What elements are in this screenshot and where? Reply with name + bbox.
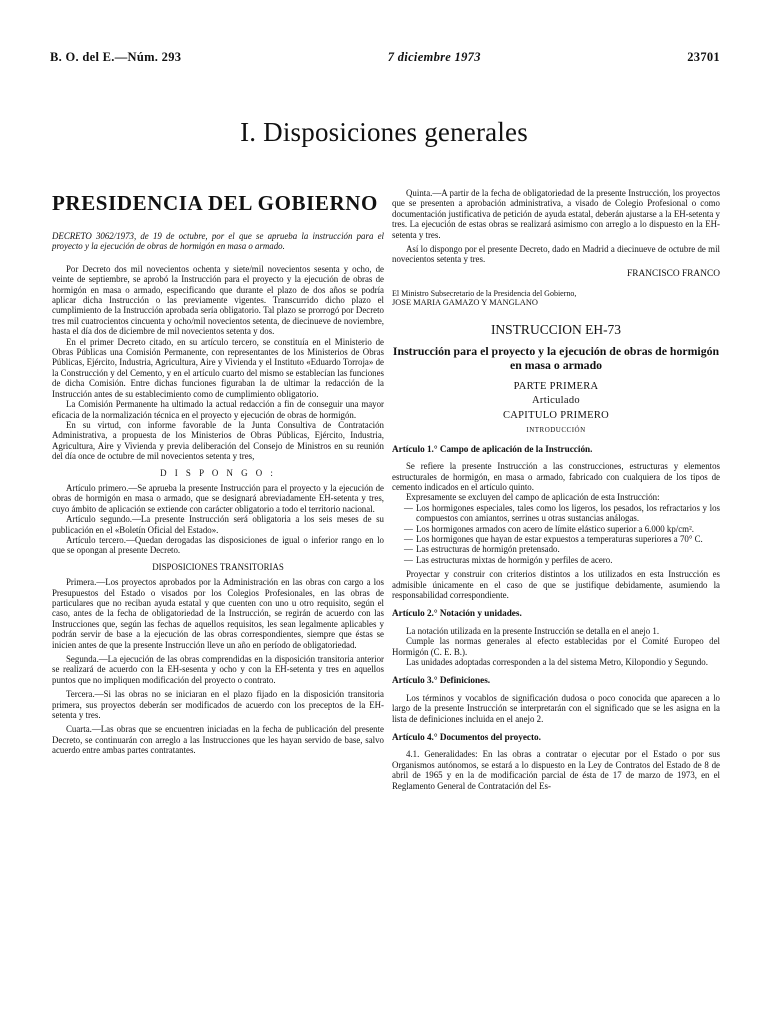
organization-title: PRESIDENCIA DEL GOBIERNO	[52, 191, 378, 215]
provision-paragraph: Tercera.—Si las obras no se iniciaran en el plazo fijado en la disposición transitoria primera, sus proyectos deberán ser modificados de acuerdo con los preceptos de la EH-setenta y tres.	[52, 689, 384, 721]
instruction-title: Instrucción para el proyecto y la ejecución de obras de hormigón en masa o armado	[392, 344, 720, 373]
list-item: — Los hormigones que hayan de estar expuestos a temperaturas superiores a 70° C.	[392, 534, 720, 544]
provision-paragraph: Quinta.—A partir de la fecha de obligatoriedad de la presente Instrucción, los proyectos que se presenten a aprobación administrativa, a visado de Colegio Profesional o como documentación justificativa de petición de ayuda estatal, deberán ajustarse a la EH-setenta y tres. La ejecución de estas obras se realizará asimismo con arreglo a lo dispuesto en la EH-setenta y tres.	[392, 188, 720, 240]
signature-name: FRANCISCO FRANCO	[627, 268, 720, 279]
provision-paragraph: Segunda.—La ejecución de las obras comprendidas en la disposición transitoria anterior se realizará de acuerdo con la EH-sesenta y ocho y con la EH-setenta y tres en aquellos puntos que no impliquen modificación del proyecto o contrato.	[52, 654, 384, 685]
list-item: — Las estructuras de hormigón pretensado.	[392, 544, 720, 554]
decree-summary: DECRETO 3062/1973, de 19 de octubre, por el que se aprueba la instrucción para el proyecto y la ejecución de obras de hormigón en masa o armado.	[52, 231, 384, 252]
article-paragraph: Artículo segundo.—La presente Instrucción será obligatoria a los seis meses de su publicación en el «Boletín Oficial del Estado».	[52, 514, 384, 535]
paragraph: Los términos y vocablos de significación dudosa o poco conocida que aparecen a lo largo de la presente Instrucción se interpretarán con el significado que se les asigna en la lista de definiciones incluida en el anejo 2.	[392, 692, 720, 724]
header-date: 7 diciembre 1973	[387, 50, 481, 64]
paragraph: Expresamente se excluyen del campo de aplicación de esta Instrucción:	[406, 492, 660, 503]
intro-heading: INTRODUCCIÓN	[526, 426, 586, 435]
chapter-heading: CAPITULO PRIMERO	[502, 409, 610, 421]
list-item: — Los hormigones armados con acero de límite elástico superior a 6.000 kp/cm².	[392, 524, 720, 534]
paragraph: Se refiere la presente Instrucción a las construcciones, estructuras y elementos estructurales de hormigón, en masa o armado, fabricado con cualquiera de los tipos de cemento indicados en el artículo quinto.	[392, 461, 720, 492]
minister-role: El Ministro Subsecretario de la Presidencia del Gobierno,	[392, 289, 577, 299]
paragraph: 4.1. Generalidades: En las obras a contratar o ejecutar por el Estado o por sus Organismos autónomos, se estará a lo dispuesto en la Ley de Contratos del Estado de 8 de abril de 1965 y en la de modificación parcial de ésta de 17 de marzo de 1973, en el Reglamento General de Contratación del Es-	[392, 749, 720, 791]
page-header	[50, 50, 720, 65]
provision-paragraph: Primera.—Los proyectos aprobados por la Administración en las obras con cargo a los Presupuestos del Estado o visados por los Colegios Profesionales, en las obras de particulares que no reciban ayuda estatal y que cuenten con uno u otro requisito, según el caso, antes de la fecha de obligatoriedad de la Instrucción, se regirán de acuerdo con las Instrucciones que, según las fechas de aquellos requisitos, les sean legalmente aplicables y podrán servir de base a la ejecución de las obras correspondientes, siempre que éstas se inicien antes de que la presente Instrucción lleve un año en período de obligatoriedad.	[52, 577, 384, 650]
paragraph: La Comisión Permanente ha ultimado la actual redacción a fin de conseguir una mayor eficacia de la normalización técnica en el proyecto y ejecución de obras de hormigón.	[52, 399, 384, 420]
header-bulletin-number: B. O. del E.—Núm. 293	[50, 50, 182, 64]
paragraph: Las unidades adoptadas corresponden a la del sistema Metro, Kilopondio y Segundo.	[406, 657, 708, 667]
transitory-provisions-heading: DISPOSICIONES TRANSITORIAS	[152, 561, 284, 572]
closing-paragraph: Así lo dispongo por el presente Decreto, dado en Madrid a diecinueve de octubre de mil novecientos setenta y tres.	[392, 244, 720, 265]
header-page-number: 23701	[687, 50, 720, 64]
article-heading: Artículo 2.° Notación y unidades.	[392, 608, 522, 619]
list-item: — Los hormigones especiales, tales como los ligeros, los pesados, los refractarios y los compuestos con amiantos, serrines u otras sustancias análogas.	[392, 503, 720, 524]
article-paragraph: Artículo tercero.—Quedan derogadas las disposiciones de igual o inferior rango en lo que se opongan al presente Decreto.	[52, 534, 384, 556]
minister-name: JOSE MARIA GAMAZO Y MANGLANO	[392, 298, 538, 308]
paragraph: En su virtud, con informe favorable de la Junta Consultiva de Contratación Administrativa, a propuesta de los Ministerios de Obras Públicas, Ejército, Industria, Agricultura, Aire y Vivienda y previa deliberación del Consejo de Ministros en su reunión del día once de octubre de mil novecientos setenta y tres,	[52, 419, 384, 462]
paragraph: Cumple las normas generales al efecto establecidas por el Comité Europeo del Hormigón (C. E. B.).	[392, 636, 720, 657]
article-heading: Artículo 4.° Documentos del proyecto.	[392, 732, 541, 743]
dispongo-heading: D I S P O N G O :	[160, 467, 276, 478]
provision-paragraph: Cuarta.—Las obras que se encuentren iniciadas en la fecha de publicación del presente Decreto, se continuarán con arreglo a las Instrucciones que les hayan servido de base, salvo acuerdo entre ambas partes contratantes.	[52, 724, 384, 756]
paragraph: Por Decreto dos mil novecientos ochenta y siete/mil novecientos sesenta y ocho, de veinte de septiembre, se aprobó la Instrucción para el proyecto y la ejecución de obras de hormigón en masa o armado, especificando que durante el plazo de dos años se podría aplicar dicha Instrucción o las previamente vigentes. Transcurrido dicho plazo el cumplimiento de la Instrucción aprobada sería obligatorio. Tal plazo se prorrogó por Decreto tres mil cuatrocientos cincuenta y ocho/mil novecientos setenta, de diecinueve de noviembre, hasta el día dos de diciembre de mil novecientos setenta y dos.	[52, 263, 384, 337]
paragraph: En el primer Decreto citado, en su artículo tercero, se constituía en el Ministerio de Obras Públicas una Comisión Permanente, con representantes de los Ministerios de Obras Públicas, Ejército, Industria, Agricultura, Aire y Vivienda y el Instituto «Eduardo Torroja» de la Construcción y del Cemento, y en el artículo cuarto del mismo se establecían las funciones de dicha Comisión. Entre dichas funciones figuraban la de ultimar la redacción de la Instrucción antes de su establecimiento como de cumplimiento obligatorio.	[52, 336, 384, 399]
left-column	[52, 188, 384, 756]
section-title: I. Disposiciones generales	[240, 117, 528, 147]
right-column	[392, 188, 720, 791]
part-heading: PARTE PRIMERA	[513, 381, 599, 393]
article-heading: Artículo 1.° Campo de aplicación de la Instrucción.	[392, 443, 593, 454]
paragraph: La notación utilizada en la presente Instrucción se detalla en el anejo 1.	[406, 625, 660, 636]
article-paragraph: Artículo primero.—Se aprueba la presente Instrucción para el proyecto y la ejecución de obras de hormigón en masa o armado, que se designará abreviadamente EH-setenta y tres, cuyo ámbito de aplicación se extiende con carácter obligatorio a todo el territorio nacional.	[52, 482, 384, 514]
paragraph: Proyectar y construir con criterios distintos a los utilizados en esta Instrucción es admisible únicamente en el caso de que se justifique debidamente, asumiendo la responsabilidad correspondiente.	[392, 569, 720, 600]
article-heading: Artículo 3.° Definiciones.	[392, 675, 491, 686]
articulado-heading: Articulado	[532, 395, 580, 407]
list-item: — Las estructuras mixtas de hormigón y perfiles de acero.	[392, 555, 720, 565]
instruction-code: INSTRUCCION EH-73	[490, 321, 622, 337]
